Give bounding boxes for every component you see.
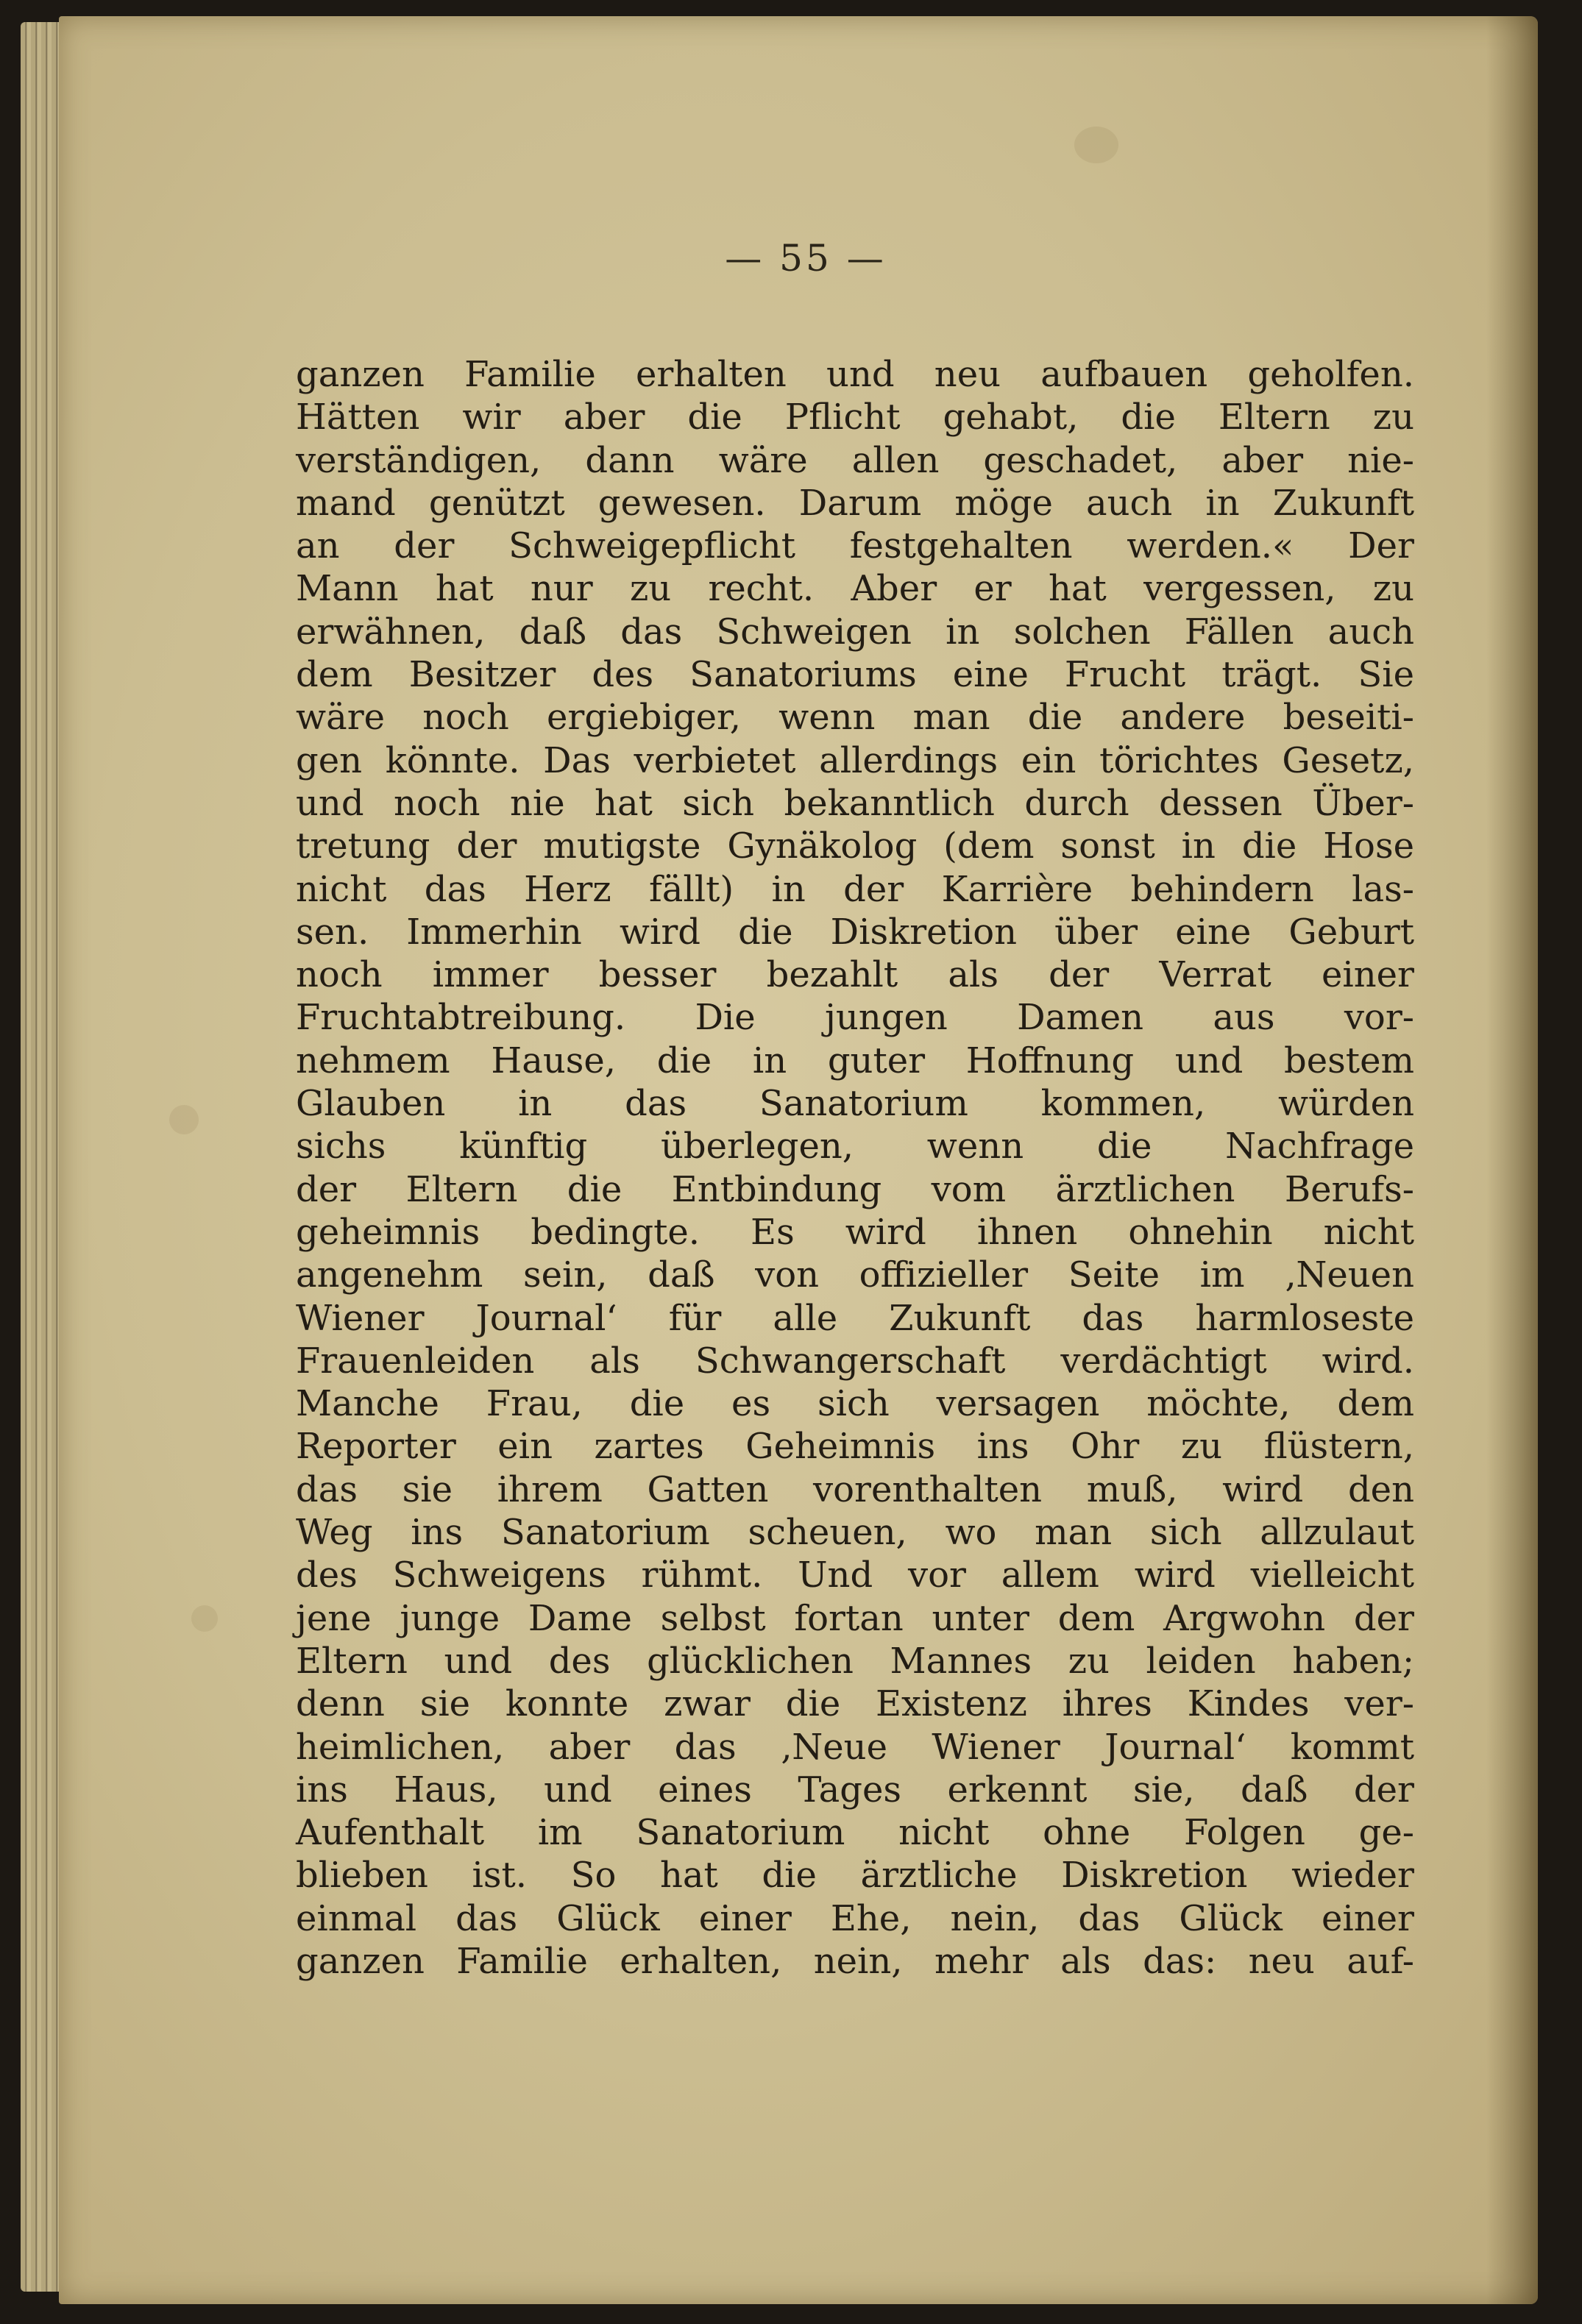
text-line: geheimnis bedingte. Es wird ihnen ohnehin nicht	[296, 1211, 1414, 1253]
text-line: mand genützt gewesen. Darum möge auch in Zukunft	[296, 482, 1414, 524]
text-line: wäre noch ergiebiger, wenn man die andere beseiti-	[296, 697, 1414, 739]
text-line: denn sie konnte zwar die Existenz ihres Kindes ver-	[296, 1683, 1414, 1725]
paper-stain	[191, 1605, 218, 1632]
text-line: der Eltern die Entbindung vom ärztlichen Berufs-	[296, 1168, 1414, 1210]
text-line: ganzen Familie erhalten, nein, mehr als das: neu auf-	[296, 1940, 1414, 1982]
text-line: Weg ins Sanatorium scheuen, wo man sich allzulaut	[296, 1512, 1414, 1554]
text-line: einmal das Glück einer Ehe, nein, das Glück einer	[296, 1897, 1414, 1939]
text-line: Fruchtabtreibung. Die jungen Damen aus vor-	[296, 997, 1414, 1039]
text-line: blieben ist. So hat die ärztliche Diskretion wieder	[296, 1855, 1414, 1897]
spine-shadow	[1486, 16, 1538, 2304]
book-page	[59, 16, 1538, 2304]
text-line: Reporter ein zartes Geheimnis ins Ohr zu flüstern,	[296, 1426, 1414, 1468]
text-line: nehmem Hause, die in guter Hoffnung und bestem	[296, 1040, 1414, 1081]
text-line: heimlichen, aber das ‚Neue Wiener Journal‘ kommt	[296, 1726, 1414, 1768]
text-line: und noch nie hat sich bekanntlich durch dessen Über-	[296, 782, 1414, 824]
text-line: Aufenthalt im Sanatorium nicht ohne Folgen ge-	[296, 1812, 1414, 1854]
text-line: tretung der mutigste Gynäkolog (dem sonst in die Hose	[296, 825, 1414, 867]
body-text	[296, 353, 1414, 1983]
text-line: das sie ihrem Gatten vorenthalten muß, wird den	[296, 1468, 1414, 1510]
text-line: Manche Frau, die es sich versagen möchte, dem	[296, 1383, 1414, 1425]
text-line: Glauben in das Sanatorium kommen, würden	[296, 1083, 1414, 1125]
text-line: an der Schweigepflicht festgehalten werden.« Der	[296, 525, 1414, 567]
paper-stain	[169, 1105, 199, 1134]
text-line: ganzen Familie erhalten und neu aufbauen geholfen.	[296, 354, 1414, 395]
text-line: Hätten wir aber die Pflicht gehabt, die Eltern zu	[296, 397, 1414, 438]
text-line: sen. Immerhin wird die Diskretion über eine Geburt	[296, 911, 1414, 953]
text-line: noch immer besser bezahlt als der Verrat einer	[296, 954, 1414, 996]
text-line: Wiener Journal‘ für alle Zukunft das harmloseste	[296, 1297, 1414, 1339]
text-line: Frauenleiden als Schwangerschaft verdächtigt wird.	[296, 1340, 1414, 1382]
text-line: nicht das Herz fällt) in der Karrière behindern las-	[296, 868, 1414, 910]
text-line: Eltern und des glücklichen Mannes zu leiden haben;	[296, 1640, 1414, 1682]
text-line: verständigen, dann wäre allen geschadet, aber nie-	[296, 439, 1414, 481]
text-line: des Schweigens rühmt. Und vor allem wird vielleicht	[296, 1554, 1414, 1596]
paper-stain	[1074, 127, 1118, 163]
text-line: gen könnte. Das verbietet allerdings ein törichtes Gesetz,	[296, 739, 1414, 781]
page-number: — 55 —	[725, 237, 887, 280]
text-line: jene junge Dame selbst fortan unter dem Argwohn der	[296, 1597, 1414, 1639]
text-line: erwähnen, daß das Schweigen in solchen Fällen auch	[296, 611, 1414, 653]
text-line: sichs künftig überlegen, wenn die Nachfrage	[296, 1126, 1414, 1168]
text-line: angenehm sein, daß von offizieller Seite im ‚Neuen	[296, 1254, 1414, 1296]
text-line: dem Besitzer des Sanatoriums eine Frucht trägt. Sie	[296, 654, 1414, 696]
text-line: Mann hat nur zu recht. Aber er hat vergessen, zu	[296, 568, 1414, 610]
text-line: ins Haus, und eines Tages erkennt sie, daß der	[296, 1769, 1414, 1810]
